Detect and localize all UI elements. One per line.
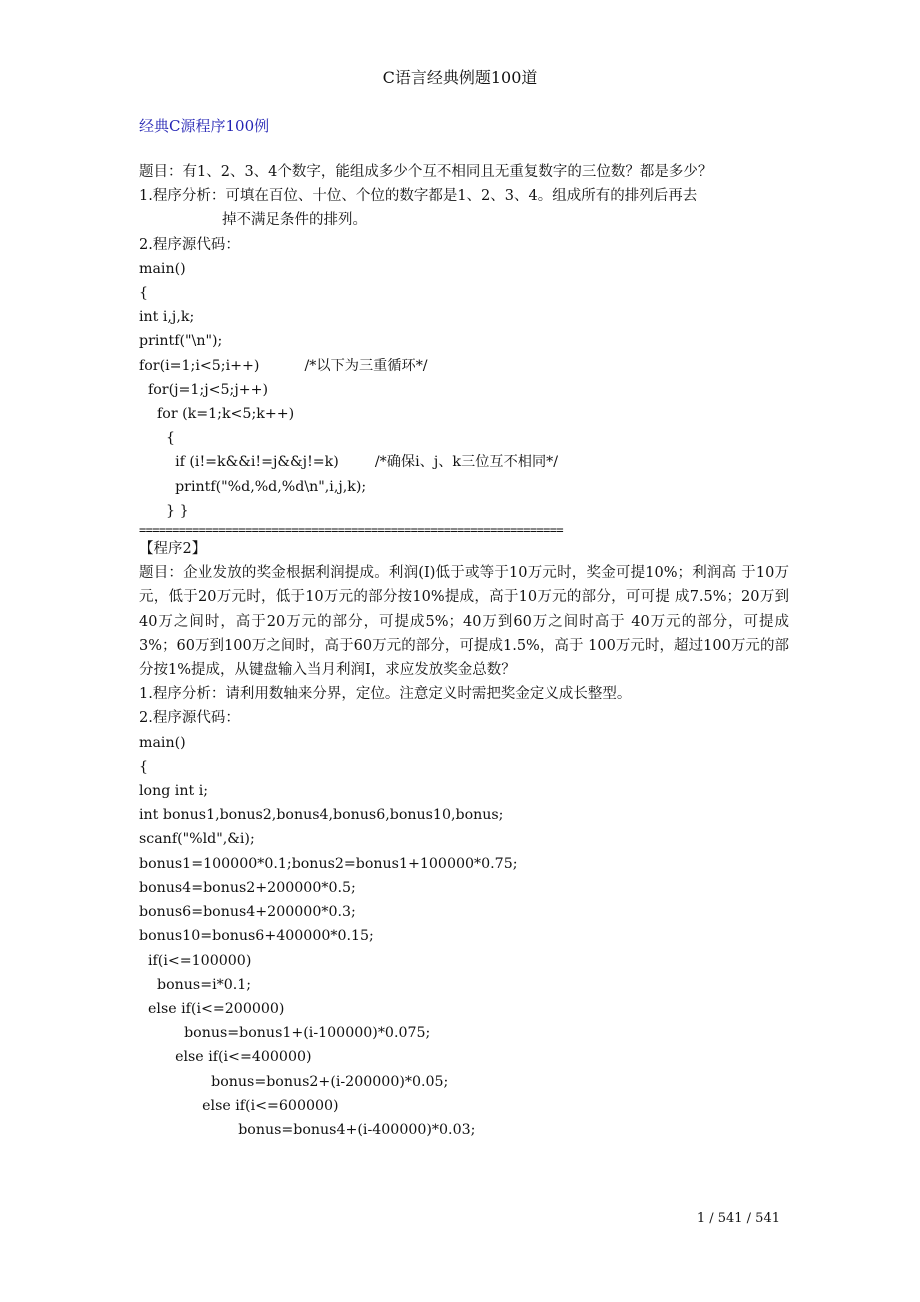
prog1-code-heading: 2.程序源代码： [139, 236, 240, 253]
code-line: else if(i<=200000) [139, 1000, 285, 1017]
code-line: { [139, 285, 149, 302]
code-line: { [139, 758, 149, 775]
code-line: bonus4=bonus2+200000*0.5; [139, 879, 356, 896]
code-line: bonus=i*0.1; [139, 976, 252, 993]
code-line: for (k=1;k<5;k++) [139, 406, 295, 423]
code-line: bonus6=bonus4+200000*0.3; [139, 904, 356, 921]
code-line: if(i<=100000) [139, 952, 252, 969]
document-title: C语言经典例题100道 [382, 68, 538, 87]
code-line: bonus1=100000*0.1;bonus2=bonus1+100000*0.75; [139, 855, 518, 872]
code-line: else if(i<=400000) [139, 1049, 312, 1066]
code-line: } } [139, 502, 189, 519]
prog2-analysis: 1.程序分析：请利用数轴来分界，定位。注意定义时需把奖金定义成长整型。 [139, 686, 632, 703]
code-line: else if(i<=600000) [139, 1097, 339, 1114]
prog2-question: 题目：企业发放的奖金根据利润提成。利润(I)低于或等于10万元时，奖金可提10%；利润高 于10万元，低于20万元时，低于10万元的部分按10%提成，高于10万元的部分，可可提 成7.5%；20万到40万之间时，高于20万元的部分，可提成5%；40万到60万之间时高于 40万元的部分，可提成3%；60万到100万之间时，高于60万元的部分，可提成1.5%，高于 100万元时，超过100万元的部分按1%提成，从键盘输入当月利润I，求应发放奖金总数？ [139, 565, 789, 679]
code-line: if (i!=k&&i!=j&&j!=k) /*确保i、j、k三位互不相同*/ [139, 454, 559, 471]
code-line: bonus10=bonus6+400000*0.15; [139, 928, 374, 945]
code-line: for(i=1;i<5;i++) /*以下为三重循环*/ [139, 357, 428, 374]
page-number: 1 / 541 / 541 [696, 1211, 780, 1226]
code-line: bonus=bonus2+(i-200000)*0.05; [139, 1073, 449, 1090]
code-line: int i,j,k; [139, 309, 195, 326]
prog2-heading: 【程序2】 [139, 541, 207, 558]
code-line: scanf("%ld",&i); [139, 831, 255, 848]
prog1-question: 题目：有1、2、3、4个数字，能组成多少个互不相同且无重复数字的三位数？都是多少？ [139, 164, 713, 180]
code-line: { [139, 430, 176, 447]
code-line: int bonus1,bonus2,bonus4,bonus6,bonus10,bonus; [139, 807, 504, 824]
prog1-code-block [139, 257, 789, 523]
document-subtitle: 经典C源程序100例 [139, 117, 270, 135]
code-line: main() [139, 260, 186, 277]
prog2-code-block [139, 731, 789, 1142]
document-body [139, 160, 789, 1142]
code-line: bonus=bonus4+(i-400000)*0.03; [139, 1121, 476, 1138]
code-line: for(j=1;j<5;j++) [139, 381, 269, 398]
code-line: bonus=bonus1+(i-100000)*0.075; [139, 1025, 431, 1042]
prog1-analysis-continued: 掉不满足条件的排列。 [222, 212, 367, 229]
code-line: printf("\n"); [139, 333, 223, 350]
code-line: printf("%d,%d,%d\n",i,j,k); [139, 478, 367, 495]
code-line: long int i; [139, 783, 209, 800]
prog1-analysis: 1.程序分析：可填在百位、十位、个位的数字都是1、2、3、4。组成所有的排列后再去 [139, 188, 698, 205]
section-separator: ================================================================ [139, 523, 563, 538]
prog2-code-heading: 2.程序源代码： [139, 710, 240, 727]
code-line: main() [139, 734, 186, 751]
